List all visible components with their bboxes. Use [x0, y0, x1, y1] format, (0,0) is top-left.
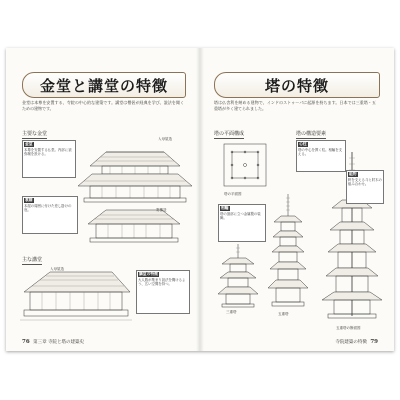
right-running-head: 寺院建築の特徴: [335, 340, 367, 345]
three-story-pagoda: [218, 244, 258, 308]
left-callout-1-head: 金堂: [25, 141, 33, 146]
five-story-pagoda: [268, 194, 308, 310]
right-page: [200, 48, 394, 351]
left-callout-3-head: 講堂の特徴: [139, 271, 158, 276]
book-spread: [6, 48, 394, 351]
hall-illustration: [84, 206, 184, 246]
left-caption-1: 入母屋造: [158, 137, 172, 141]
pagoda-plan-diagram: [220, 140, 270, 190]
left-callout-1-text: 本尊を安置する仏堂。内部に須弥壇を設ける。: [24, 147, 72, 157]
kondo-illustration: [76, 136, 194, 204]
left-caption-3: 入母屋造: [50, 267, 64, 271]
right-section-heading-1: 塔の平面構成: [214, 131, 245, 137]
right-footer: [335, 339, 380, 345]
right-caption-section: 五重塔の断面図: [336, 326, 361, 330]
left-page: [6, 48, 200, 351]
right-callout-3-head: 組物: [349, 171, 357, 176]
right-callout-1-head: 心柱: [299, 141, 307, 146]
left-callout-2: [22, 196, 78, 234]
right-section-heading-2: 塔の構造要素: [296, 131, 327, 137]
right-caption-plan: 塔の平面図: [224, 192, 242, 196]
left-section-heading-1: 主要な金堂: [22, 131, 48, 137]
right-page-title: 塔の特徴: [214, 72, 380, 98]
left-running-head: 第三章 寺院と塔の建築史: [33, 340, 85, 345]
right-page-number: 79: [370, 339, 378, 345]
left-page-title: 金堂と講堂の特徴: [22, 72, 186, 98]
left-callout-1: [22, 140, 76, 178]
left-callout-2-head: 裳階: [25, 197, 33, 202]
right-callout-2: [218, 204, 266, 242]
book-gutter: [196, 48, 204, 351]
left-section-heading-2: 主な講堂: [22, 257, 43, 263]
kodo-illustration: [20, 266, 132, 324]
left-footer: [20, 339, 84, 345]
right-caption-five-story: 五重塔: [278, 312, 289, 316]
right-intro-text: 塔は仏舎利を納める建物で、インドのストゥーパに起源を持ちます。日本では三重塔・五重塔が多く建てられました。: [214, 100, 376, 111]
left-callout-2-text: 本屋の周囲に付けた差し掛けの庇。: [24, 203, 72, 213]
left-caption-2: 寄棟造: [156, 208, 167, 212]
right-caption-three-story: 三重塔: [226, 310, 237, 314]
left-page-number: 76: [22, 339, 30, 345]
right-callout-1-text: 塔の中心を貫く柱。相輪を支える。: [298, 147, 343, 157]
right-callout-3: [346, 170, 384, 204]
left-intro-text: 金堂は本尊を安置する、寺院の中心的な建築です。講堂は僧侶が経典を学び、説法を聞くための建物です。: [22, 100, 184, 111]
right-callout-3-text: 軒を支える斗と肘木の組み合わせ。: [348, 177, 382, 187]
right-callout-2-text: 塔の頂部に立つ金属製の装飾。: [220, 211, 261, 221]
right-callout-2-head: 相輪: [221, 205, 229, 210]
left-callout-3: [136, 270, 190, 314]
left-callout-3-text: 大人数が集まり説法を聞けるよう、広い空間を持つ。: [138, 277, 186, 287]
